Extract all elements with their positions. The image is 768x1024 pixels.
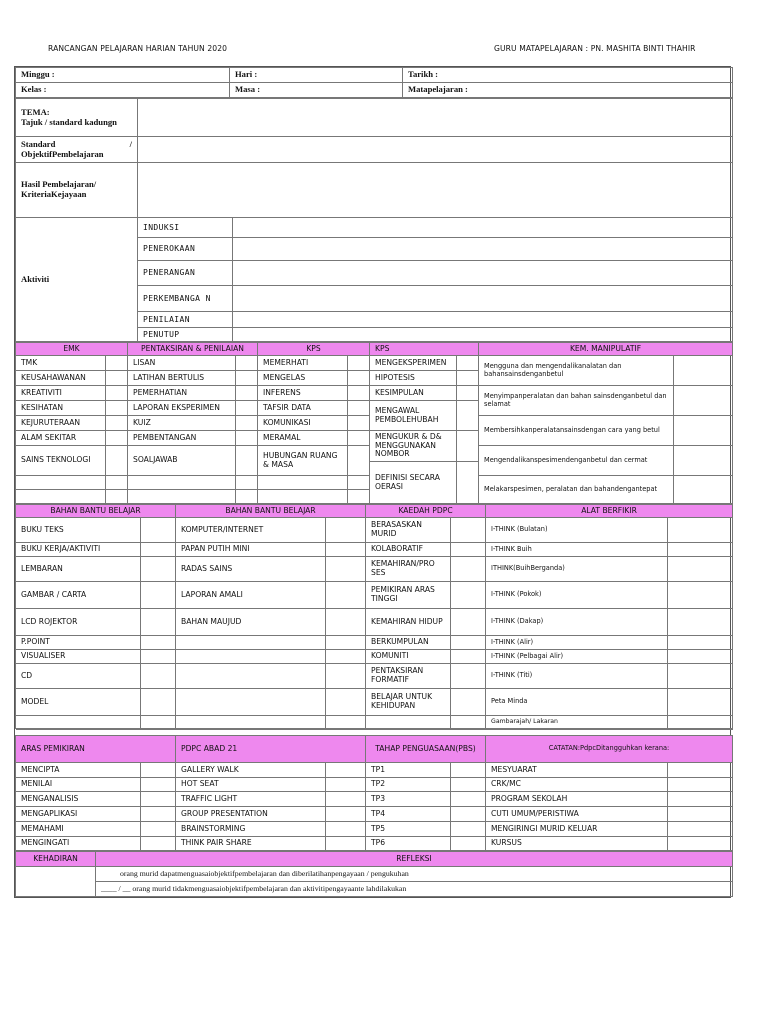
bbb1-item: P.POINT xyxy=(16,636,141,650)
kaedah-checkbox[interactable] xyxy=(451,664,486,689)
kps1-blank[interactable] xyxy=(258,490,348,504)
bbb2-item: LAPORAN AMALI xyxy=(176,582,326,609)
kps1-checkbox[interactable] xyxy=(348,371,370,386)
bbb1-checkbox[interactable] xyxy=(141,716,176,729)
kaedah-item: KEMAHIRAN/PRO SES xyxy=(366,557,451,582)
tp-checkbox[interactable] xyxy=(451,792,486,807)
manipulatif-checkbox[interactable] xyxy=(674,476,733,504)
penilaian-input[interactable] xyxy=(233,312,733,328)
bbb2-checkbox[interactable] xyxy=(326,689,366,716)
tarikh-field[interactable]: Tarikh : xyxy=(403,68,733,83)
kps1-checkbox[interactable] xyxy=(348,386,370,401)
lesson-plan-form xyxy=(14,66,731,898)
tp-checkbox[interactable] xyxy=(451,807,486,822)
bbb1-item: BUKU TEKS xyxy=(16,518,141,543)
kaedah-item: KOLABORATIF xyxy=(366,543,451,557)
hasil-text: Hasil Pembelajaran/ xyxy=(21,179,97,190)
aktiviti-label: Aktiviti xyxy=(16,218,138,342)
bbb2-blank[interactable] xyxy=(176,636,326,650)
pentaksiran-blank[interactable] xyxy=(128,476,236,490)
pdpc-checkbox[interactable] xyxy=(326,837,366,851)
kps1-item: HUBUNGAN RUANG & MASA xyxy=(258,446,348,476)
catatan-checkbox[interactable] xyxy=(668,837,733,851)
header-bbb-2: BAHAN BANTU BELAJAR xyxy=(176,505,366,518)
kaedah-checkbox[interactable] xyxy=(451,543,486,557)
manipulatif-item: Membersihkanperalatansainsdengan cara yang betul xyxy=(479,416,674,446)
kps1-item: MENGELAS xyxy=(258,371,348,386)
kaedah-checkbox[interactable] xyxy=(451,650,486,664)
aktiviti-penilaian: PENILAIAN xyxy=(138,312,233,328)
bbb1-checkbox[interactable] xyxy=(141,650,176,664)
manipulatif-checkbox[interactable] xyxy=(674,356,733,386)
minggu-field[interactable]: Minggu : xyxy=(16,68,230,83)
bbb2-item: PAPAN PUTIH MINI xyxy=(176,543,326,557)
alat-item: ITHINK(BuihBerganda) xyxy=(486,557,668,582)
hasil-input[interactable] xyxy=(138,163,733,218)
kps2-checkbox[interactable] xyxy=(457,401,479,431)
emk-item: ALAM SEKITAR xyxy=(16,431,106,446)
emk-item: KESIHATAN xyxy=(16,401,106,416)
aktiviti-induksi: INDUKSI xyxy=(138,218,233,238)
bbb1-checkbox[interactable] xyxy=(141,689,176,716)
kaedah-checkbox[interactable] xyxy=(451,518,486,543)
header-alat-berfikir: ALAT BERFIKIR xyxy=(486,505,733,518)
standard-slash: / xyxy=(129,138,132,149)
bbb2-checkbox[interactable] xyxy=(326,543,366,557)
pdpc-checkbox[interactable] xyxy=(326,807,366,822)
catatan-checkbox[interactable] xyxy=(668,807,733,822)
penerokaan-input[interactable] xyxy=(233,238,733,261)
standard-text: Standard xyxy=(21,138,56,149)
kps2-item: HIPOTESIS xyxy=(370,371,457,386)
alat-item: I-THINK (Pelbagai Alir) xyxy=(486,650,668,664)
header-kps-2: KPS xyxy=(370,343,479,356)
pentaksiran-item: LATIHAN BERTULIS xyxy=(128,371,236,386)
bbb2-blank[interactable] xyxy=(176,664,326,689)
catatan-item: MESYUARAT xyxy=(486,763,668,778)
aras-item: MENGANALISIS xyxy=(16,792,141,807)
penerangan-input[interactable] xyxy=(233,261,733,286)
manipulatif-item: Mengguna dan mengendalikanalatan dan bahansainsdenganbetul xyxy=(479,356,674,386)
alat-checkbox[interactable] xyxy=(668,557,733,582)
manipulatif-checkbox[interactable] xyxy=(674,446,733,476)
catatan-item: KURSUS xyxy=(486,837,668,851)
kaedah-item: KOMUNITI xyxy=(366,650,451,664)
emk-checkbox[interactable] xyxy=(106,490,128,504)
pentaksiran-checkbox[interactable] xyxy=(236,386,258,401)
content-table xyxy=(15,98,733,342)
pentaksiran-item: LAPORAN EKSPERIMEN xyxy=(128,401,236,416)
header-aras: ARAS PEMIKIRAN xyxy=(16,736,176,763)
kps1-item: MEMERHATI xyxy=(258,356,348,371)
bbb1-checkbox[interactable] xyxy=(141,609,176,636)
header-kps-1: KPS xyxy=(258,343,370,356)
header-kehadiran: KEHADIRAN xyxy=(16,852,96,867)
pentaksiran-item: SOALJAWAB xyxy=(128,446,236,476)
perkembangan-input[interactable] xyxy=(233,286,733,312)
bbb1-item: LCD ROJEKTOR xyxy=(16,609,141,636)
pentaksiran-checkbox[interactable] xyxy=(236,401,258,416)
kaedah-checkbox[interactable] xyxy=(451,557,486,582)
kaedah-checkbox[interactable] xyxy=(451,636,486,650)
bbb1-checkbox[interactable] xyxy=(141,664,176,689)
pdpc-checkbox[interactable] xyxy=(326,763,366,778)
hasil-label xyxy=(16,163,138,218)
pentaksiran-blank[interactable] xyxy=(128,490,236,504)
bbb2-checkbox[interactable] xyxy=(326,582,366,609)
emk-item: KREATIVITI xyxy=(16,386,106,401)
aras-checkbox[interactable] xyxy=(141,792,176,807)
aras-item: MENGAPLIKASI xyxy=(16,807,141,822)
alat-checkbox[interactable] xyxy=(668,650,733,664)
kaedah-checkbox[interactable] xyxy=(451,582,486,609)
alat-checkbox[interactable] xyxy=(668,689,733,716)
alat-checkbox[interactable] xyxy=(668,716,733,729)
pdpc-item: GALLERY WALK xyxy=(176,763,326,778)
bbb2-checkbox[interactable] xyxy=(326,518,366,543)
aras-checkbox[interactable] xyxy=(141,822,176,837)
header-pentaksiran: PENTAKSIRAN & PENILAIAN xyxy=(128,343,258,356)
bbb1-checkbox[interactable] xyxy=(141,518,176,543)
kps1-item: MERAMAL xyxy=(258,431,348,446)
alat-checkbox[interactable] xyxy=(668,664,733,689)
kps1-checkbox[interactable] xyxy=(348,431,370,446)
bbb2-item: KOMPUTER/INTERNET xyxy=(176,518,326,543)
pentaksiran-checkbox[interactable] xyxy=(236,490,258,504)
tp-checkbox[interactable] xyxy=(451,822,486,837)
aktiviti-penerokaan: PENEROKAAN xyxy=(138,238,233,261)
catatan-checkbox[interactable] xyxy=(668,763,733,778)
refleksi-line-2[interactable]: ____ / __ orang murid tidakmenguasaiobjektifpembelajaran dan aktivitipengayaante lahdilakukan xyxy=(96,882,733,897)
tp-item: TP4 xyxy=(366,807,451,822)
kps1-checkbox[interactable] xyxy=(348,490,370,504)
bbb1-item: GAMBAR / CARTA xyxy=(16,582,141,609)
manipulatif-checkbox[interactable] xyxy=(674,416,733,446)
pentaksiran-checkbox[interactable] xyxy=(236,431,258,446)
kps2-checkbox[interactable] xyxy=(457,386,479,401)
kaedah-item: BERASASKAN MURID xyxy=(366,518,451,543)
section-emk xyxy=(15,342,733,504)
emk-blank[interactable] xyxy=(16,476,106,490)
aras-checkbox[interactable] xyxy=(141,778,176,792)
standard-label xyxy=(16,137,138,163)
catatan-checkbox[interactable] xyxy=(668,822,733,837)
catatan-item: CUTI UMUM/PERISTIWA xyxy=(486,807,668,822)
tp-item: TP5 xyxy=(366,822,451,837)
emk-checkbox[interactable] xyxy=(106,476,128,490)
document-title: RANCANGAN PELAJARAN HARIAN TAHUN 2020 xyxy=(48,44,228,53)
hari-field[interactable]: Hari : xyxy=(230,68,403,83)
pdpc-checkbox[interactable] xyxy=(326,792,366,807)
bbb2-checkbox[interactable] xyxy=(326,650,366,664)
bbb2-blank[interactable] xyxy=(176,689,326,716)
kps1-checkbox[interactable] xyxy=(348,446,370,476)
header-bbb-1: BAHAN BANTU BELAJAR xyxy=(16,505,176,518)
kaedah-item: KEMAHIRAN HIDUP xyxy=(366,609,451,636)
pentaksiran-item: PEMBENTANGAN xyxy=(128,431,236,446)
kps1-checkbox[interactable] xyxy=(348,401,370,416)
pdpc-item: HOT SEAT xyxy=(176,778,326,792)
alat-item: I-THINK (Alir) xyxy=(486,636,668,650)
catatan-checkbox[interactable] xyxy=(668,792,733,807)
section-refleksi xyxy=(15,851,733,897)
header-refleksi: REFLEKSI xyxy=(96,852,733,867)
bbb1-item: VISUALISER xyxy=(16,650,141,664)
pentaksiran-item: PEMERHATIAN xyxy=(128,386,236,401)
masa-field[interactable]: Masa : xyxy=(230,83,403,98)
kehadiran-input[interactable] xyxy=(16,867,96,897)
bbb1-checkbox[interactable] xyxy=(141,543,176,557)
pentaksiran-checkbox[interactable] xyxy=(236,356,258,371)
bbb1-item: CD xyxy=(16,664,141,689)
emk-checkbox[interactable] xyxy=(106,371,128,386)
bbb2-checkbox[interactable] xyxy=(326,557,366,582)
penutup-input[interactable] xyxy=(233,328,733,342)
pentaksiran-checkbox[interactable] xyxy=(236,371,258,386)
bbb1-checkbox[interactable] xyxy=(141,582,176,609)
kaedah-item: BERKUMPULAN xyxy=(366,636,451,650)
manipulatif-item: Mengendalikanspesimendenganbetul dan cermat xyxy=(479,446,674,476)
teacher-name: GURU MATAPELAJARAN : PN. MASHITA BINTI THAHIR xyxy=(494,44,696,53)
tema-input[interactable] xyxy=(138,99,733,137)
emk-item: SAINS TEKNOLOGI xyxy=(16,446,106,476)
tema-text: TEMA: xyxy=(21,106,50,117)
bbb2-item: BAHAN MAUJUD xyxy=(176,609,326,636)
kps2-item: DEFINISI SECARA OERASI xyxy=(370,462,457,504)
tp-checkbox[interactable] xyxy=(451,837,486,851)
pdpc-item: TRAFFIC LIGHT xyxy=(176,792,326,807)
pdpc-checkbox[interactable] xyxy=(326,778,366,792)
kps1-blank[interactable] xyxy=(258,476,348,490)
alat-item: I-THINK (Pokok) xyxy=(486,582,668,609)
alat-checkbox[interactable] xyxy=(668,518,733,543)
tp-item: TP1 xyxy=(366,763,451,778)
aras-item: MENILAI xyxy=(16,778,141,792)
bbb2-checkbox[interactable] xyxy=(326,716,366,729)
alat-checkbox[interactable] xyxy=(668,609,733,636)
kaedah-checkbox[interactable] xyxy=(451,689,486,716)
bbb1-checkbox[interactable] xyxy=(141,557,176,582)
header-catatan: CATATAN:PdpcDitangguhkan kerana: xyxy=(486,736,733,763)
manipulatif-item: Melakarspesimen, peralatan dan bahandengantepat xyxy=(479,476,674,504)
alat-item: Gambarajah/ Lakaran xyxy=(486,716,668,729)
aras-item: MENGINGATI xyxy=(16,837,141,851)
aras-checkbox[interactable] xyxy=(141,837,176,851)
bbb2-checkbox[interactable] xyxy=(326,664,366,689)
section-aras xyxy=(15,729,733,851)
aras-item: MENCIPTA xyxy=(16,763,141,778)
bbb1-checkbox[interactable] xyxy=(141,636,176,650)
kaedah-blank[interactable] xyxy=(366,716,451,729)
alat-item: I-THINK (Bulatan) xyxy=(486,518,668,543)
kps2-item: KESIMPULAN xyxy=(370,386,457,401)
aktiviti-penerangan: PENERANGAN xyxy=(138,261,233,286)
kaedah-item: PENTAKSIRAN FORMATIF xyxy=(366,664,451,689)
emk-checkbox[interactable] xyxy=(106,446,128,476)
info-table xyxy=(15,67,733,98)
pentaksiran-item: LISAN xyxy=(128,356,236,371)
pdpc-item: THINK PAIR SHARE xyxy=(176,837,326,851)
kps2-item: MENGAWAL PEMBOLEHUBAH xyxy=(370,401,457,431)
catatan-item: MENGIRINGI MURID KELUAR xyxy=(486,822,668,837)
alat-checkbox[interactable] xyxy=(668,582,733,609)
pdpc-item: BRAINSTORMING xyxy=(176,822,326,837)
aras-item: MEMAHAMI xyxy=(16,822,141,837)
induksi-input[interactable] xyxy=(233,218,733,238)
tema-label xyxy=(16,99,138,137)
tajuk-text: Tajuk / standard kadungn xyxy=(21,116,117,127)
bbb2-checkbox[interactable] xyxy=(326,636,366,650)
kps2-checkbox[interactable] xyxy=(457,431,479,462)
bbb2-blank[interactable] xyxy=(176,650,326,664)
kps2-checkbox[interactable] xyxy=(457,356,479,371)
emk-checkbox[interactable] xyxy=(106,431,128,446)
kps2-checkbox[interactable] xyxy=(457,462,479,504)
kps2-checkbox[interactable] xyxy=(457,371,479,386)
kps1-checkbox[interactable] xyxy=(348,416,370,431)
alat-item: Peta Minda xyxy=(486,689,668,716)
kaedah-checkbox[interactable] xyxy=(451,716,486,729)
alat-checkbox[interactable] xyxy=(668,636,733,650)
manipulatif-checkbox[interactable] xyxy=(674,386,733,416)
objektif-input[interactable] xyxy=(138,137,733,163)
alat-item: I-THINK (Dakap) xyxy=(486,609,668,636)
kelas-field[interactable]: Kelas : xyxy=(16,83,230,98)
bbb2-checkbox[interactable] xyxy=(326,609,366,636)
pentaksiran-checkbox[interactable] xyxy=(236,476,258,490)
emk-item: TMK xyxy=(16,356,106,371)
kps1-item: INFERENS xyxy=(258,386,348,401)
pdpc-item: GROUP PRESENTATION xyxy=(176,807,326,822)
kriteria-text: KriteriaKejayaan xyxy=(21,189,87,199)
header-tahap: TAHAP PENGUASAAN(PBS) xyxy=(366,736,486,763)
kps1-item: TAFSIR DATA xyxy=(258,401,348,416)
tp-item: TP3 xyxy=(366,792,451,807)
bbb1-blank[interactable] xyxy=(16,716,141,729)
aras-checkbox[interactable] xyxy=(141,763,176,778)
bbb1-item: MODEL xyxy=(16,689,141,716)
refleksi-line-1[interactable]: orang murid dapatmenguasaiobjektifpembelajaran dan diberilatihanpengayaan / pengukuhan xyxy=(96,867,733,882)
section-bbb xyxy=(15,504,733,729)
objektif-text: ObjektifPembelajaran xyxy=(21,148,104,159)
emk-checkbox[interactable] xyxy=(106,356,128,371)
header-kaedah: KAEDAH PDPC xyxy=(366,505,486,518)
aktiviti-penutup: PENUTUP xyxy=(138,328,233,342)
emk-item: KEUSAHAWANAN xyxy=(16,371,106,386)
kps2-item: MENGEKSPERIMEN xyxy=(370,356,457,371)
bbb1-item: BUKU KERJA/AKTIVITI xyxy=(16,543,141,557)
tp-item: TP2 xyxy=(366,778,451,792)
emk-checkbox[interactable] xyxy=(106,416,128,431)
tp-item: TP6 xyxy=(366,837,451,851)
alat-item: I-THINK Buih xyxy=(486,543,668,557)
kps1-checkbox[interactable] xyxy=(348,356,370,371)
emk-blank[interactable] xyxy=(16,490,106,504)
header-manipulatif: KEM. MANIPULATIF xyxy=(479,343,733,356)
pentaksiran-checkbox[interactable] xyxy=(236,416,258,431)
tp-checkbox[interactable] xyxy=(451,778,486,792)
header-pdpc: PDPC ABAD 21 xyxy=(176,736,366,763)
kaedah-item: PEMIKIRAN ARAS TINGGI xyxy=(366,582,451,609)
alat-item: I-THINK (Titi) xyxy=(486,664,668,689)
emk-checkbox[interactable] xyxy=(106,386,128,401)
kps1-checkbox[interactable] xyxy=(348,476,370,490)
pentaksiran-item: KUIZ xyxy=(128,416,236,431)
catatan-item: CRK/MC xyxy=(486,778,668,792)
pdpc-checkbox[interactable] xyxy=(326,822,366,837)
bbb1-item: LEMBARAN xyxy=(16,557,141,582)
emk-item: KEJURUTERAAN xyxy=(16,416,106,431)
kps1-item: KOMUNIKASI xyxy=(258,416,348,431)
manipulatif-item: Menyimpanperalatan dan bahan sainsdenganbetul dan selamat xyxy=(479,386,674,416)
pentaksiran-checkbox[interactable] xyxy=(236,446,258,476)
aras-checkbox[interactable] xyxy=(141,807,176,822)
header-emk: EMK xyxy=(16,343,128,356)
bbb2-item: RADAS SAINS xyxy=(176,557,326,582)
alat-checkbox[interactable] xyxy=(668,543,733,557)
matapelajaran-field[interactable]: Matapelajaran : xyxy=(403,83,733,98)
kaedah-item: BELAJAR UNTUK KEHIDUPAN xyxy=(366,689,451,716)
emk-checkbox[interactable] xyxy=(106,401,128,416)
aktiviti-perkembangan: PERKEMBANGA N xyxy=(138,286,233,312)
tp-checkbox[interactable] xyxy=(451,763,486,778)
kps2-item: MENGUKUR & D& MENGGUNAKAN NOMBOR xyxy=(370,431,457,462)
catatan-checkbox[interactable] xyxy=(668,778,733,792)
bbb2-blank[interactable] xyxy=(176,716,326,729)
kaedah-checkbox[interactable] xyxy=(451,609,486,636)
catatan-item: PROGRAM SEKOLAH xyxy=(486,792,668,807)
